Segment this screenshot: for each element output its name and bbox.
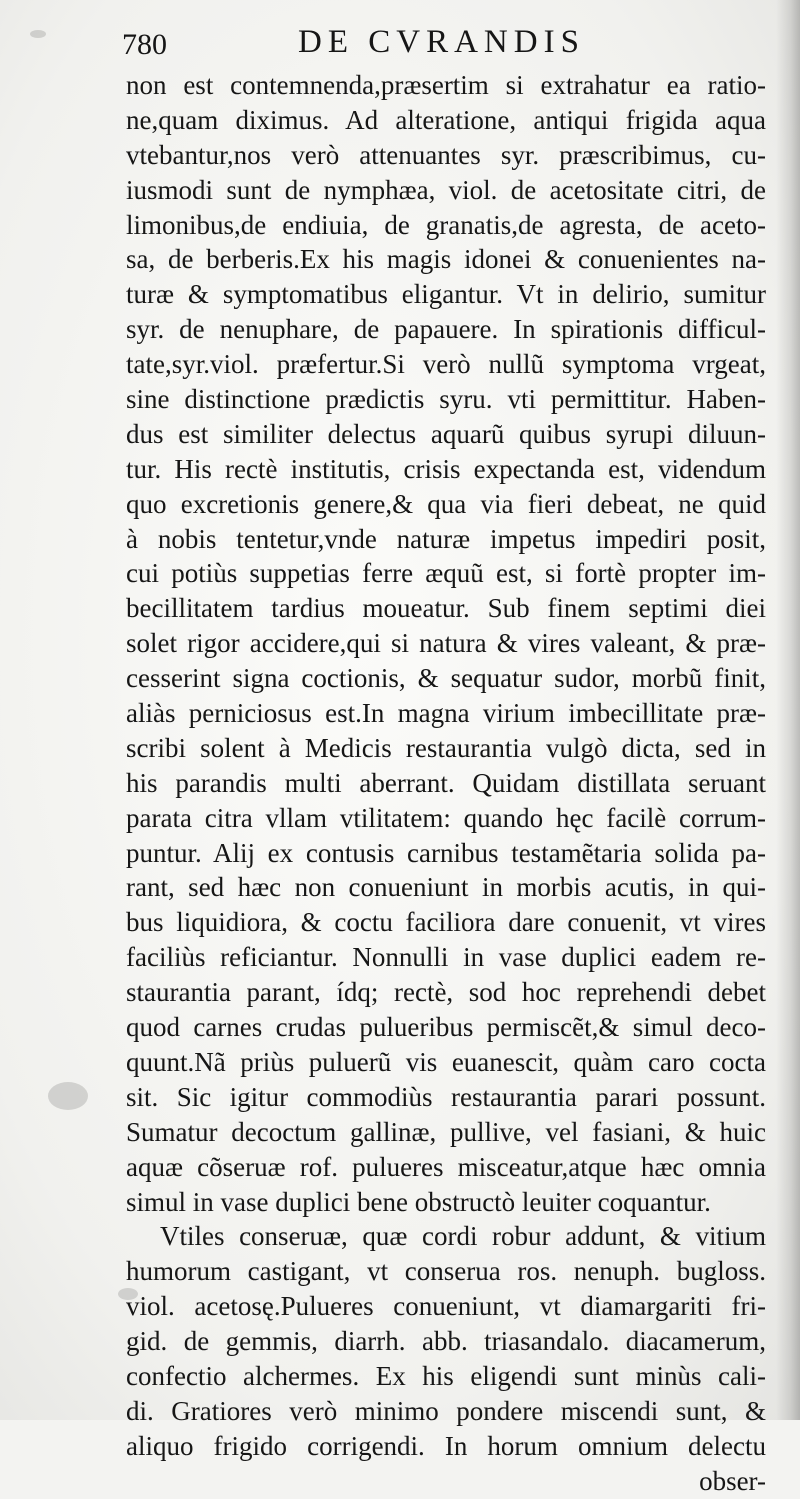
- text-line: tate,syr.viol. præfertur.Si verò nullũ symptoma vrgeat,: [126, 349, 766, 380]
- text-line: cesserint signa coctionis, & sequatur sudor, morbũ finit,: [126, 663, 766, 694]
- text-line: quunt.Nã priùs puluerũ vis euanescit, quàm caro cocta: [126, 1046, 766, 1077]
- text-line: quo excretionis genere,& qua via fieri debeat, ne quid: [126, 488, 766, 519]
- text-line: sit. Sic igitur commodiùs restaurantia parari possunt.: [126, 1081, 766, 1112]
- text-line: solet rigor accidere,qui si natura & vires valeant, & præ-: [126, 628, 766, 659]
- text-line: cui potiùs suppetias ferre æquũ est, si fortè propter im-: [126, 558, 766, 589]
- text-line: vtebantur,nos verò attenuantes syr. præscribimus, cu-: [126, 139, 766, 170]
- text-line: bus liquidiora, & coctu faciliora dare conuenit, vt vires: [126, 907, 766, 938]
- text-line: Sumatur decoctum gallinæ, pullive, vel fasiani, & huic: [126, 1116, 766, 1147]
- text-line: his parandis multi aberrant. Quidam distillata seruant: [126, 767, 766, 798]
- text-line: syr. de nenuphare, de papauere. In spirationis difficul-: [126, 314, 766, 345]
- text-line: turæ & symptomatibus eligantur. Vt in delirio, sumitur: [126, 279, 766, 310]
- text-line: simul in vase duplici bene obstructò leuiter coquantur.: [126, 1186, 711, 1217]
- text-line: viol. acetosę.Pulueres conueniunt, vt diamargariti fri-: [126, 1291, 766, 1322]
- text-line: gid. de gemmis, diarrh. abb. triasandalo. diacamerum,: [126, 1326, 766, 1357]
- text-line: becillitatem tardius moueatur. Sub finem septimi diei: [126, 593, 766, 624]
- text-line: tur. His rectè institutis, crisis expectanda est, videndum: [126, 453, 766, 484]
- text-line: Vtiles conseruæ, quæ cordi robur addunt, & vitium: [160, 1221, 766, 1252]
- text-line: confectio alchermes. Ex his eligendi sunt minùs cali-: [126, 1360, 766, 1391]
- page-number: 780: [122, 28, 167, 61]
- text-line: parata citra vllam vtilitatem: quando hęc facilè corrum-: [126, 802, 766, 833]
- catchword: obser-: [699, 1465, 766, 1496]
- text-line: ne,quam diximus. Ad alteratione, antiqui frigida aqua: [126, 104, 766, 135]
- text-line: non est contemnenda,præsertim si extrahatur ea ratio-: [126, 70, 766, 100]
- text-line: staurantia parant, ídq; rectè, sod hoc reprehendi debet: [126, 977, 766, 1008]
- text-line: dus est similiter delectus aquarũ quibus syrupi diluun-: [126, 418, 766, 449]
- text-line: rant, sed hæc non conueniunt in morbis acutis, in qui-: [126, 872, 766, 903]
- ink-spot: [30, 30, 46, 38]
- page-header: [122, 22, 622, 70]
- ink-spot: [48, 1082, 88, 1110]
- text-line: limonibus,de endiuia, de granatis,de agresta, de aceto-: [126, 209, 766, 240]
- text-line: humorum castigant, vt conserua ros. nenuph. bugloss.: [126, 1256, 766, 1287]
- text-line: di. Gratiores verò minimo pondere miscendi sunt, &: [126, 1395, 766, 1426]
- text-line: quod carnes crudas pulueribus permiscẽt,& simul deco-: [126, 1012, 766, 1043]
- text-line: à nobis tentetur,vnde naturæ impetus impediri posit,: [126, 523, 766, 554]
- text-line: sa, de berberis.Ex his magis idonei & conuenientes na-: [126, 244, 766, 275]
- text-line: aquæ cõseruæ rof. pulueres misceatur,atque hæc omnia: [126, 1151, 766, 1182]
- running-title: DE CVRANDIS: [298, 24, 585, 60]
- text-line: aliquo frigido corrigendi. In horum omnium delectu: [126, 1430, 766, 1461]
- text-line: iusmodi sunt de nymphæa, viol. de acetositate citri, de: [126, 174, 766, 205]
- gutter-shadow: [776, 0, 800, 1420]
- text-line: scribi solent à Medicis restaurantia vulgò dicta, sed in: [126, 732, 766, 763]
- body-text: [126, 68, 766, 1499]
- text-line: aliàs perniciosus est.In magna virium imbecillitate præ-: [126, 698, 766, 729]
- text-line: sine distinctione prædictis syru. vti permittitur. Haben-: [126, 384, 766, 415]
- text-line: puntur. Alij ex contusis carnibus testamẽtaria solida pa-: [126, 837, 766, 868]
- text-line: faciliùs reficiantur. Nonnulli in vase duplici eadem re-: [126, 942, 766, 973]
